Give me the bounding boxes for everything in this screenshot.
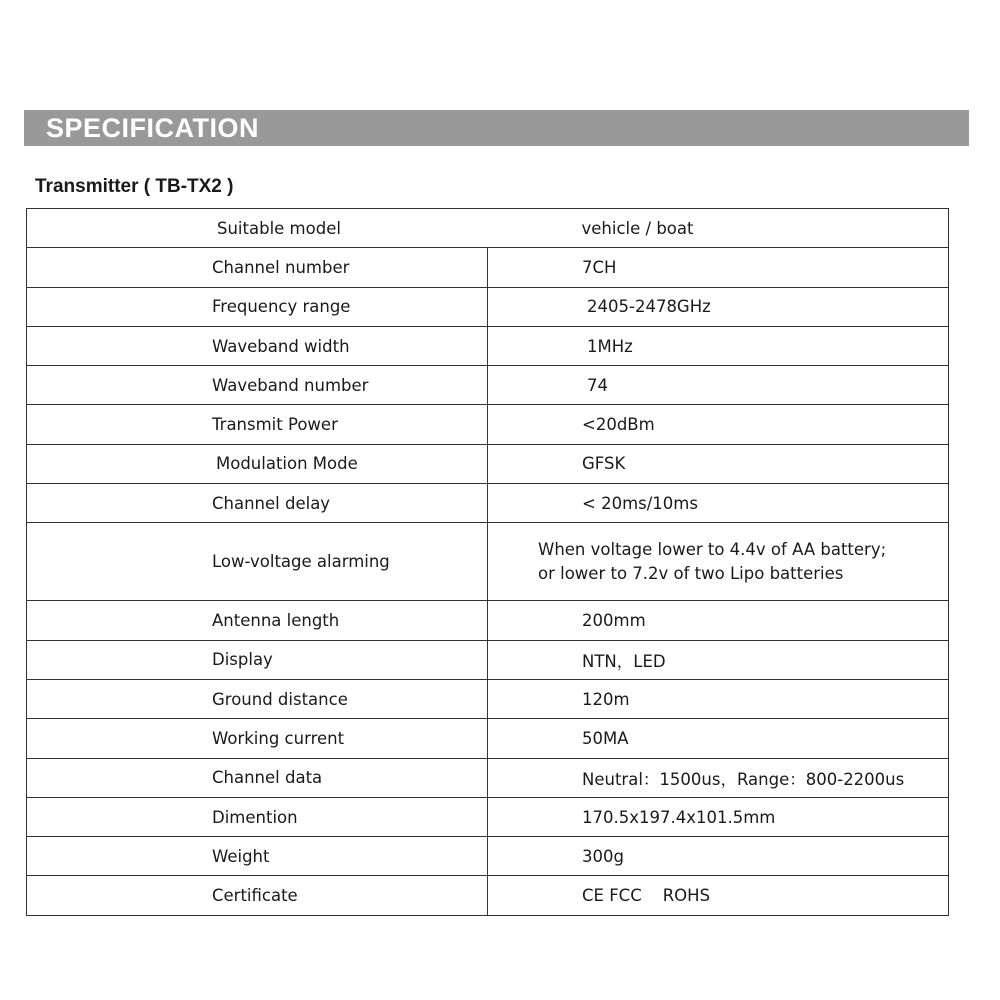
spec-param: Display — [27, 640, 488, 679]
spec-param: Channel data — [27, 758, 488, 797]
spec-value: 300g — [488, 837, 949, 876]
table-row — [27, 719, 949, 758]
spec-value: vehicle / boat — [488, 209, 949, 248]
spec-param: Ground distance — [27, 679, 488, 718]
spec-param: Suitable model — [27, 209, 488, 248]
spec-param: Modulation Mode — [27, 444, 488, 483]
spec-value: 7CH — [488, 248, 949, 287]
table-row — [27, 679, 949, 718]
spec-value: 1MHz — [488, 326, 949, 365]
spec-param: Channel number — [27, 248, 488, 287]
table-row — [27, 444, 949, 483]
table-row — [27, 248, 949, 287]
spec-param: Channel delay — [27, 484, 488, 523]
table-row — [27, 209, 949, 248]
spec-value: 120m — [488, 679, 949, 718]
section-header-bar — [24, 110, 969, 146]
spec-value: CE FCC ROHS — [488, 876, 949, 915]
spec-param: Dimention — [27, 797, 488, 836]
spec-param: Transmit Power — [27, 405, 488, 444]
table-row — [27, 484, 949, 523]
spec-param: Antenna length — [27, 601, 488, 640]
spec-param: Weight — [27, 837, 488, 876]
spec-value-line: When voltage lower to 4.4v of AA battery; — [538, 539, 887, 559]
spec-param: Waveband width — [27, 326, 488, 365]
table-row — [27, 366, 949, 405]
table-row — [27, 523, 949, 601]
spec-value: 170.5x197.4x101.5mm — [488, 797, 949, 836]
spec-value: GFSK — [488, 444, 949, 483]
table-row — [27, 797, 949, 836]
spec-value: Neutral：1500us，Range：800-2200us — [488, 758, 949, 797]
spec-value: 50MA — [488, 719, 949, 758]
section-title: SPECIFICATION — [46, 113, 260, 143]
spec-param: Frequency range — [27, 287, 488, 326]
table-row — [27, 758, 949, 797]
table-row — [27, 287, 949, 326]
spec-param: Working current — [27, 719, 488, 758]
spec-param: Low-voltage alarming — [27, 523, 488, 601]
table-row — [27, 601, 949, 640]
table-row — [27, 837, 949, 876]
spec-param: Certificate — [27, 876, 488, 915]
spec-value: 74 — [488, 366, 949, 405]
spec-value: 2405-2478GHz — [488, 287, 949, 326]
table-row — [27, 326, 949, 365]
product-subtitle: Transmitter ( TB-TX2 ) — [35, 176, 234, 197]
table-row — [27, 640, 949, 679]
spec-param: Waveband number — [27, 366, 488, 405]
spec-value: NTN，LED — [488, 640, 949, 679]
spec-value-line: or lower to 7.2v of two Lipo batteries — [538, 563, 844, 583]
table-row — [27, 405, 949, 444]
spec-value — [488, 523, 949, 601]
specification-table — [26, 208, 949, 916]
table-row — [27, 876, 949, 915]
spec-value: <20dBm — [488, 405, 949, 444]
spec-value: < 20ms/10ms — [488, 484, 949, 523]
spec-value: 200mm — [488, 601, 949, 640]
